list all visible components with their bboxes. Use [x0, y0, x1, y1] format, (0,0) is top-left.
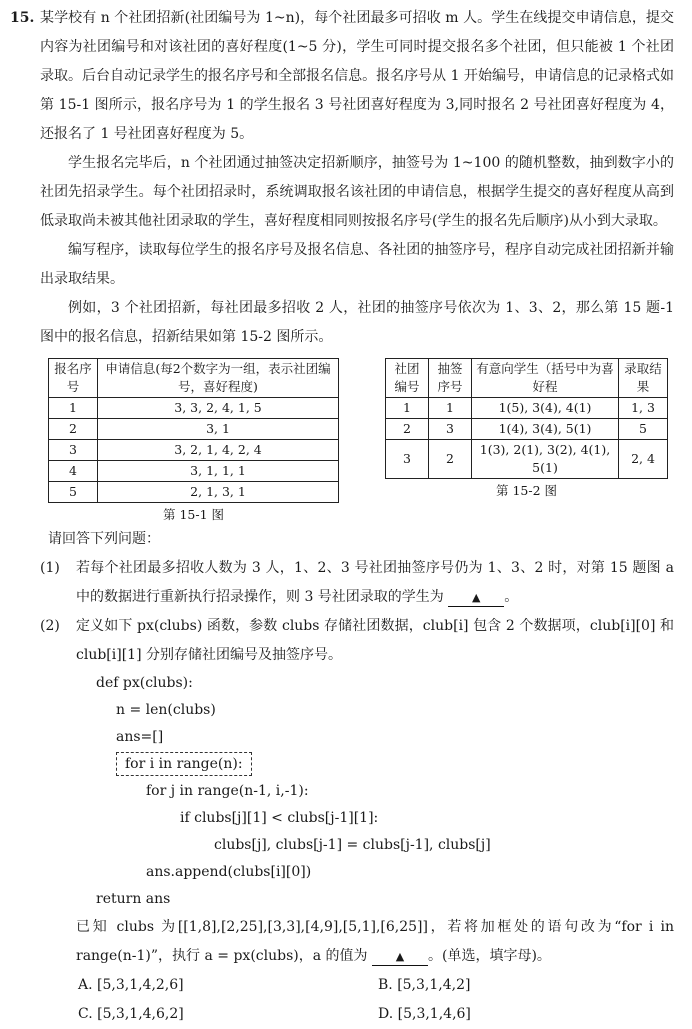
cell: 3: [49, 440, 98, 461]
code-line: clubs[j], clubs[j-1] = clubs[j-1], clubs[j]: [214, 837, 491, 853]
result-table: [385, 358, 668, 479]
code-line: ans=[]: [116, 729, 164, 745]
code-line: def px(clubs):: [96, 675, 193, 691]
option-b[interactable]: B. [5,3,1,4,2]: [378, 977, 471, 993]
cell: 2: [49, 419, 98, 440]
sub-question-number: (1): [40, 560, 60, 576]
table-row: [49, 440, 339, 461]
table-row: [49, 398, 339, 419]
cell: 2, 4: [619, 440, 668, 479]
cell: 3, 3, 2, 4, 1, 5: [98, 398, 339, 419]
cell: 1, 3: [619, 398, 668, 419]
cell: 1: [386, 398, 429, 419]
cell: 1: [49, 398, 98, 419]
col-header-club-no: 社团编号: [386, 359, 429, 398]
question-paragraph-3: 编写程序，读取每位学生的报名序号及报名信息、各社团的抽签序号，程序自动完成社团招新并输出录取结果。: [40, 242, 674, 287]
code-line: n = len(clubs): [116, 702, 216, 718]
question-paragraph-2: 学生报名完毕后，n 个社团通过抽签决定招新顺序，抽签号为 1~100 的随机整数，抽到数字小的社团先招录学生。每个社团招录时，系统调取报名该社团的申请信息，根据学生提交的喜好程度从高到低录取尚未被其他社团录取的学生，喜好程度相同则按报名序号(学生的报名先后顺序)从小到大录取。: [40, 155, 674, 229]
answer-blank[interactable]: ▲: [448, 590, 504, 607]
cell: 3: [429, 419, 472, 440]
table-row: [49, 461, 339, 482]
option-d[interactable]: D. [5,3,1,4,6]: [378, 1006, 471, 1022]
followup-tail: 。(单选，填字母)。: [427, 948, 551, 964]
cell: 2, 1, 3, 1: [98, 482, 339, 503]
cell: 3, 2, 1, 4, 2, 4: [98, 440, 339, 461]
col-header-reg-no: 报名序号: [49, 359, 98, 398]
question-paragraph-4: 例如，3 个社团招新，每社团最多招收 2 人，社团的抽签序号依次为 1、3、2，那么第 15 题-1 图中的报名信息，招新结果如第 15-2 图所示。: [40, 300, 674, 345]
sub-question-number: (2): [40, 618, 60, 634]
cell: 1(4), 3(4), 5(1): [472, 419, 619, 440]
col-header-apply-info: 申请信息(每2个数字为一组，表示社团编号，喜好程度): [98, 359, 339, 398]
col-header-draw-no: 抽签序号: [429, 359, 472, 398]
code-line: for j in range(n-1, i,-1):: [146, 783, 309, 799]
cell: 5: [619, 419, 668, 440]
options-grid: [78, 971, 674, 1029]
col-header-students: 有意向学生（括号中为喜好程: [472, 359, 619, 398]
table-row: [49, 482, 339, 503]
prompt-text: 请回答下列问题：: [48, 531, 160, 547]
sub-question-1: [40, 554, 674, 612]
cell: 3, 1, 1, 1: [98, 461, 339, 482]
cell: 1: [429, 398, 472, 419]
table-row: [386, 440, 668, 479]
code-block: [10, 670, 674, 913]
cell: 3: [386, 440, 429, 479]
option-a[interactable]: A. [5,3,1,4,2,6]: [78, 977, 184, 993]
question-number: 15.: [10, 10, 35, 26]
cell: 2: [386, 419, 429, 440]
sub-question-1-tail: 。: [504, 589, 519, 605]
sub-question-2: [40, 612, 674, 670]
answer-blank[interactable]: ▲: [372, 949, 428, 966]
table-row: [386, 398, 668, 419]
figure-15-1: [48, 358, 339, 525]
figure-caption-15-2: 第 15-2 图: [495, 483, 558, 498]
cell: 1(5), 3(4), 4(1): [472, 398, 619, 419]
code-line: ans.append(clubs[i][0]): [146, 864, 312, 880]
figure-15-2: [385, 358, 668, 525]
option-c[interactable]: C. [5,3,1,4,6,2]: [78, 1006, 184, 1022]
figure-caption-15-1: 第 15-1 图: [162, 507, 225, 522]
sub-question-1-text: 若每个社团最多招收人数为 3 人，1、2、3 号社团抽签序号仍为 1、3、2 时，对第 15 题图 a 中的数据进行重新执行招录操作，则 3 号社团录取的学生为: [76, 560, 674, 605]
followup-text: 已知 clubs 为[[1,8],[2,25],[3,3],[4,9],[5,1],[6,25]]，若将加框处的语句改为“for i in range(n-1)”，执行 a = px(clubs)，a 的值为: [76, 919, 674, 964]
figures-row: [48, 358, 668, 525]
boxed-code-line: for i in range(n):: [116, 752, 252, 776]
cell: 2: [429, 440, 472, 479]
question-paragraph-1: 某学校有 n 个社团招新(社团编号为 1~n)，每个社团最多可招收 m 人。学生在线提交申请信息，提交内容为社团编号和对该社团的喜好程度(1~5 分)，学生可同时提交报名多个社团，但只能被 1 个社团录取。后台自动记录学生的报名序号和全部报名信息。报名序号从 1 开始编号，申请信息的记录格式如第 15-1 图所示，报名序号为 1 的学生报名 3 号社团喜好程度为 3,同时报名 2 号社团喜好程度为 4，还报名了 1 号社团喜好程度为 5。: [40, 10, 674, 142]
sub-question-2-text: 定义如下 px(clubs) 函数，参数 clubs 存储社团数据，club[i] 包含 2 个数据项，club[i][0] 和 club[i][1] 分别存储社团编号及抽签序号。: [76, 618, 674, 663]
code-line: return ans: [96, 891, 171, 907]
sub-question-2-followup: [76, 913, 674, 971]
table-row: [49, 419, 339, 440]
col-header-result: 录取结果: [619, 359, 668, 398]
registration-table: [48, 358, 339, 503]
table-row: [386, 419, 668, 440]
question-15: [10, 4, 674, 352]
cell: 1(3), 2(1), 3(2), 4(1), 5(1): [472, 440, 619, 479]
cell: 3, 1: [98, 419, 339, 440]
cell: 4: [49, 461, 98, 482]
cell: 5: [49, 482, 98, 503]
code-line: if clubs[j][1] < clubs[j-1][1]:: [180, 810, 379, 826]
